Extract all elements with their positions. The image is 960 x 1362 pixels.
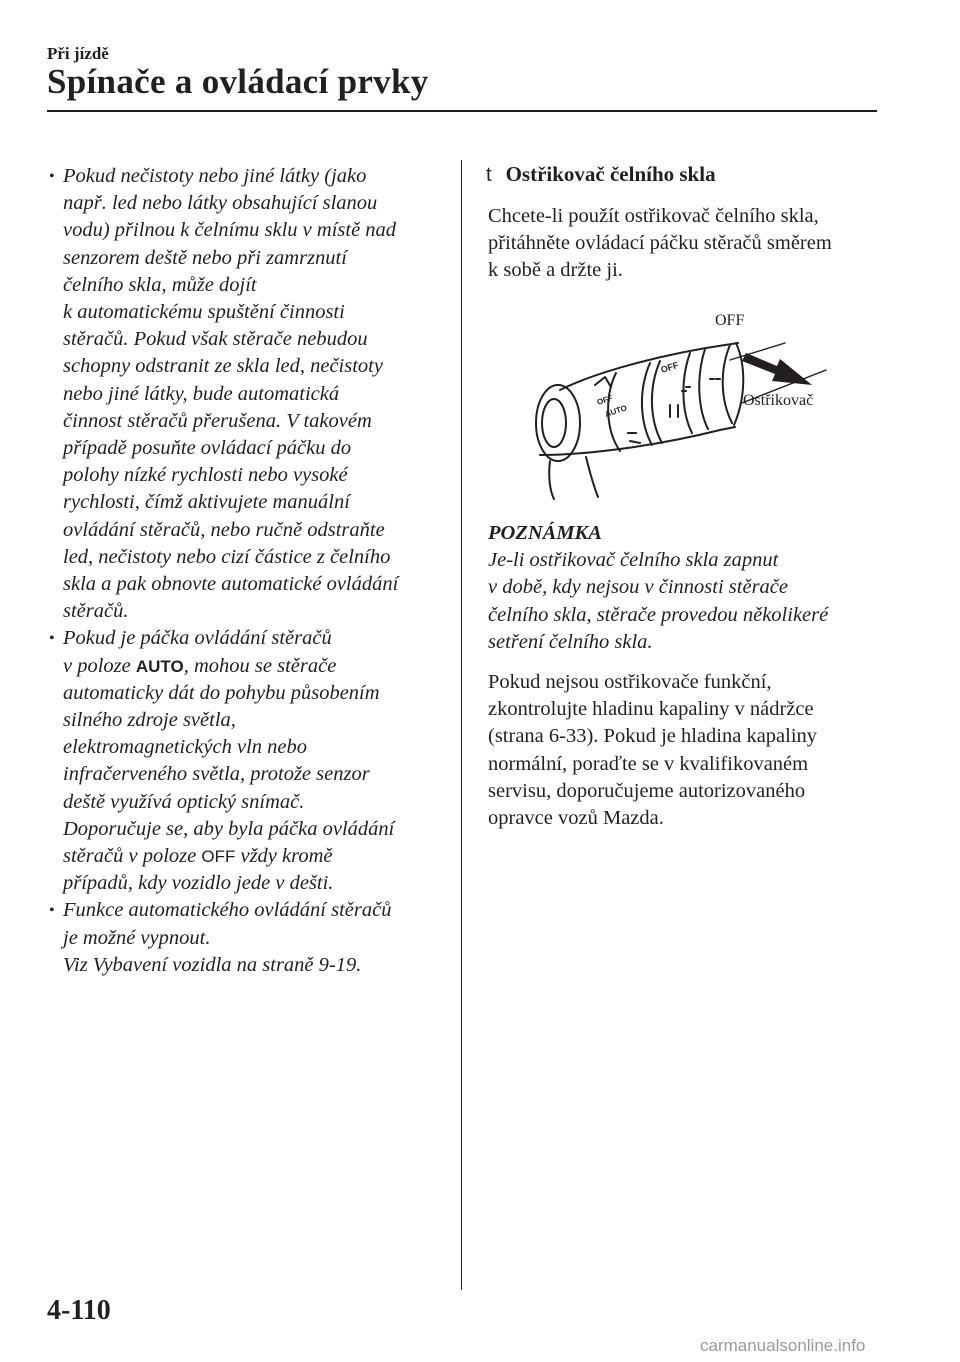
watermark: carmanualsonline.info: [700, 1336, 866, 1355]
text-line: senzorem deště nebo při zamrznutí: [63, 246, 347, 269]
wiper-lever-figure: [520, 305, 870, 515]
text-line: opravce vozů Mazda.: [488, 807, 664, 830]
text-line: [63, 843, 452, 870]
text-line: vodu) přilnou k čelnímu sklu v místě nad: [63, 219, 397, 242]
text-line: Pokud je páčka ovládání stěračů: [63, 627, 332, 650]
text-line: setření čelního skla.: [488, 630, 653, 653]
text-fragment: vždy kromě: [240, 845, 333, 868]
figure-label-washer: Ostřikovač: [743, 392, 814, 409]
text-line: čelního skla, může dojít: [63, 273, 257, 296]
text-line: ovládání stěračů, nebo ručně odstraňte: [63, 518, 385, 541]
text-line: polohy nízké rychlosti nebo vysoké: [63, 464, 348, 487]
page-title: Spínače a ovládací prvky: [47, 62, 429, 101]
bullet-icon: •: [49, 630, 55, 648]
text-line: deště využívá optický snímač.: [63, 790, 305, 813]
off-symbol-icon: OFF: [201, 847, 236, 867]
text-line: servisu, doporučujeme autorizovaného: [488, 779, 806, 802]
heading-text: Ostřikovač čelního skla: [505, 162, 716, 186]
text-line: je možné vypnout.: [63, 926, 211, 949]
figure-label-off: OFF: [715, 312, 745, 329]
text-line: nebo jiné látky, bude automatická: [63, 382, 340, 405]
pull-arrow-icon: [742, 353, 812, 385]
text-line: Chcete-li použít ostřikovač čelního skla,: [488, 205, 819, 227]
note-title: POZNÁMKA: [488, 522, 602, 544]
text-line: schopny odstranit ze skla led, nečistoty: [63, 355, 383, 378]
text-line: případů, kdy vozidlo jede v dešti.: [63, 872, 334, 895]
heading-marker-icon: t: [486, 164, 492, 186]
text-line: automaticky dát do pohybu působením: [63, 681, 380, 704]
text-line: zkontrolujte hladinu kapaliny v nádržce: [488, 698, 814, 721]
text-line: případě posuňte ovládací páčku do: [63, 437, 352, 460]
text-line: k automatickému spuštění činnosti: [63, 301, 345, 324]
text-line: Funkce automatického ovládání stěračů: [63, 899, 392, 922]
text-line: čelního skla, stěrače provedou několikeré: [488, 603, 829, 626]
bullet-item-auto-position: [47, 625, 452, 897]
text-fragment: stěračů v poloze: [63, 845, 197, 868]
text-fragment: v poloze: [63, 654, 131, 677]
text-line: infračerveného světla, protože senzor: [63, 763, 370, 786]
column-divider: [461, 160, 462, 1290]
washer-troubleshoot: [488, 669, 878, 832]
text-line: Viz Vybavení vozidla na straně 9-19.: [63, 953, 362, 976]
text-line: silného zdroje světla,: [63, 709, 236, 732]
auto-symbol-icon: AUTO: [135, 656, 184, 676]
text-line: stěračů.: [63, 600, 129, 623]
text-line: Je-li ostřikovač čelního skla zapnut: [488, 549, 779, 572]
text-line: přitáhněte ovládací páčku stěračů směrem: [488, 232, 832, 255]
text-line: činnost stěračů přerušena. V takovém: [63, 409, 372, 432]
switch-auto-label: AUTO: [603, 403, 629, 419]
text-line: Pokud nečistoty nebo jiné látky (jako: [63, 165, 367, 187]
text-line: např. led nebo látky obsahující slanou: [63, 192, 378, 215]
bullet-item-disable: [47, 897, 452, 979]
note-box: [488, 520, 878, 656]
bullet-icon: •: [49, 902, 55, 920]
bullet-item-dirt: [47, 163, 452, 625]
switch-off2-label: OFF: [595, 393, 614, 407]
left-column: [47, 163, 452, 979]
text-line: Pokud nejsou ostřikovače funkční,: [488, 671, 772, 693]
text-line: stěračů. Pokud však stěrače nebudou: [63, 328, 368, 351]
text-line: led, nečistoty nebo cizí částice z čelního: [63, 545, 391, 568]
text-line: elektromagnetických vln nebo: [63, 736, 307, 759]
text-line: k sobě a držte ji.: [488, 259, 623, 282]
text-line: (strana 6-33). Pokud je hladina kapaliny: [488, 725, 818, 748]
washer-intro: [488, 203, 878, 285]
text-line: Doporučuje se, aby byla páčka ovládání: [63, 817, 395, 840]
section-label: Při jízdě: [47, 44, 109, 63]
header-rule: [47, 110, 877, 112]
page-number: 4-110: [47, 1295, 111, 1326]
switch-off-label: OFF: [659, 359, 680, 375]
wiper-lever-illustration: [520, 305, 870, 515]
text-fragment: , mohou se stěrače: [183, 654, 337, 677]
text-line: v době, kdy nejsou v činnosti stěrače: [488, 576, 789, 599]
bullet-icon: •: [49, 168, 55, 185]
washer-heading: [486, 162, 716, 187]
text-line: [63, 653, 452, 680]
text-line: normální, poraďte se v kvalifikovaném: [488, 752, 809, 775]
text-line: skla a pak obnovte automatické ovládání: [63, 573, 399, 596]
text-line: rychlosti, čímž aktivujete manuální: [63, 491, 350, 514]
